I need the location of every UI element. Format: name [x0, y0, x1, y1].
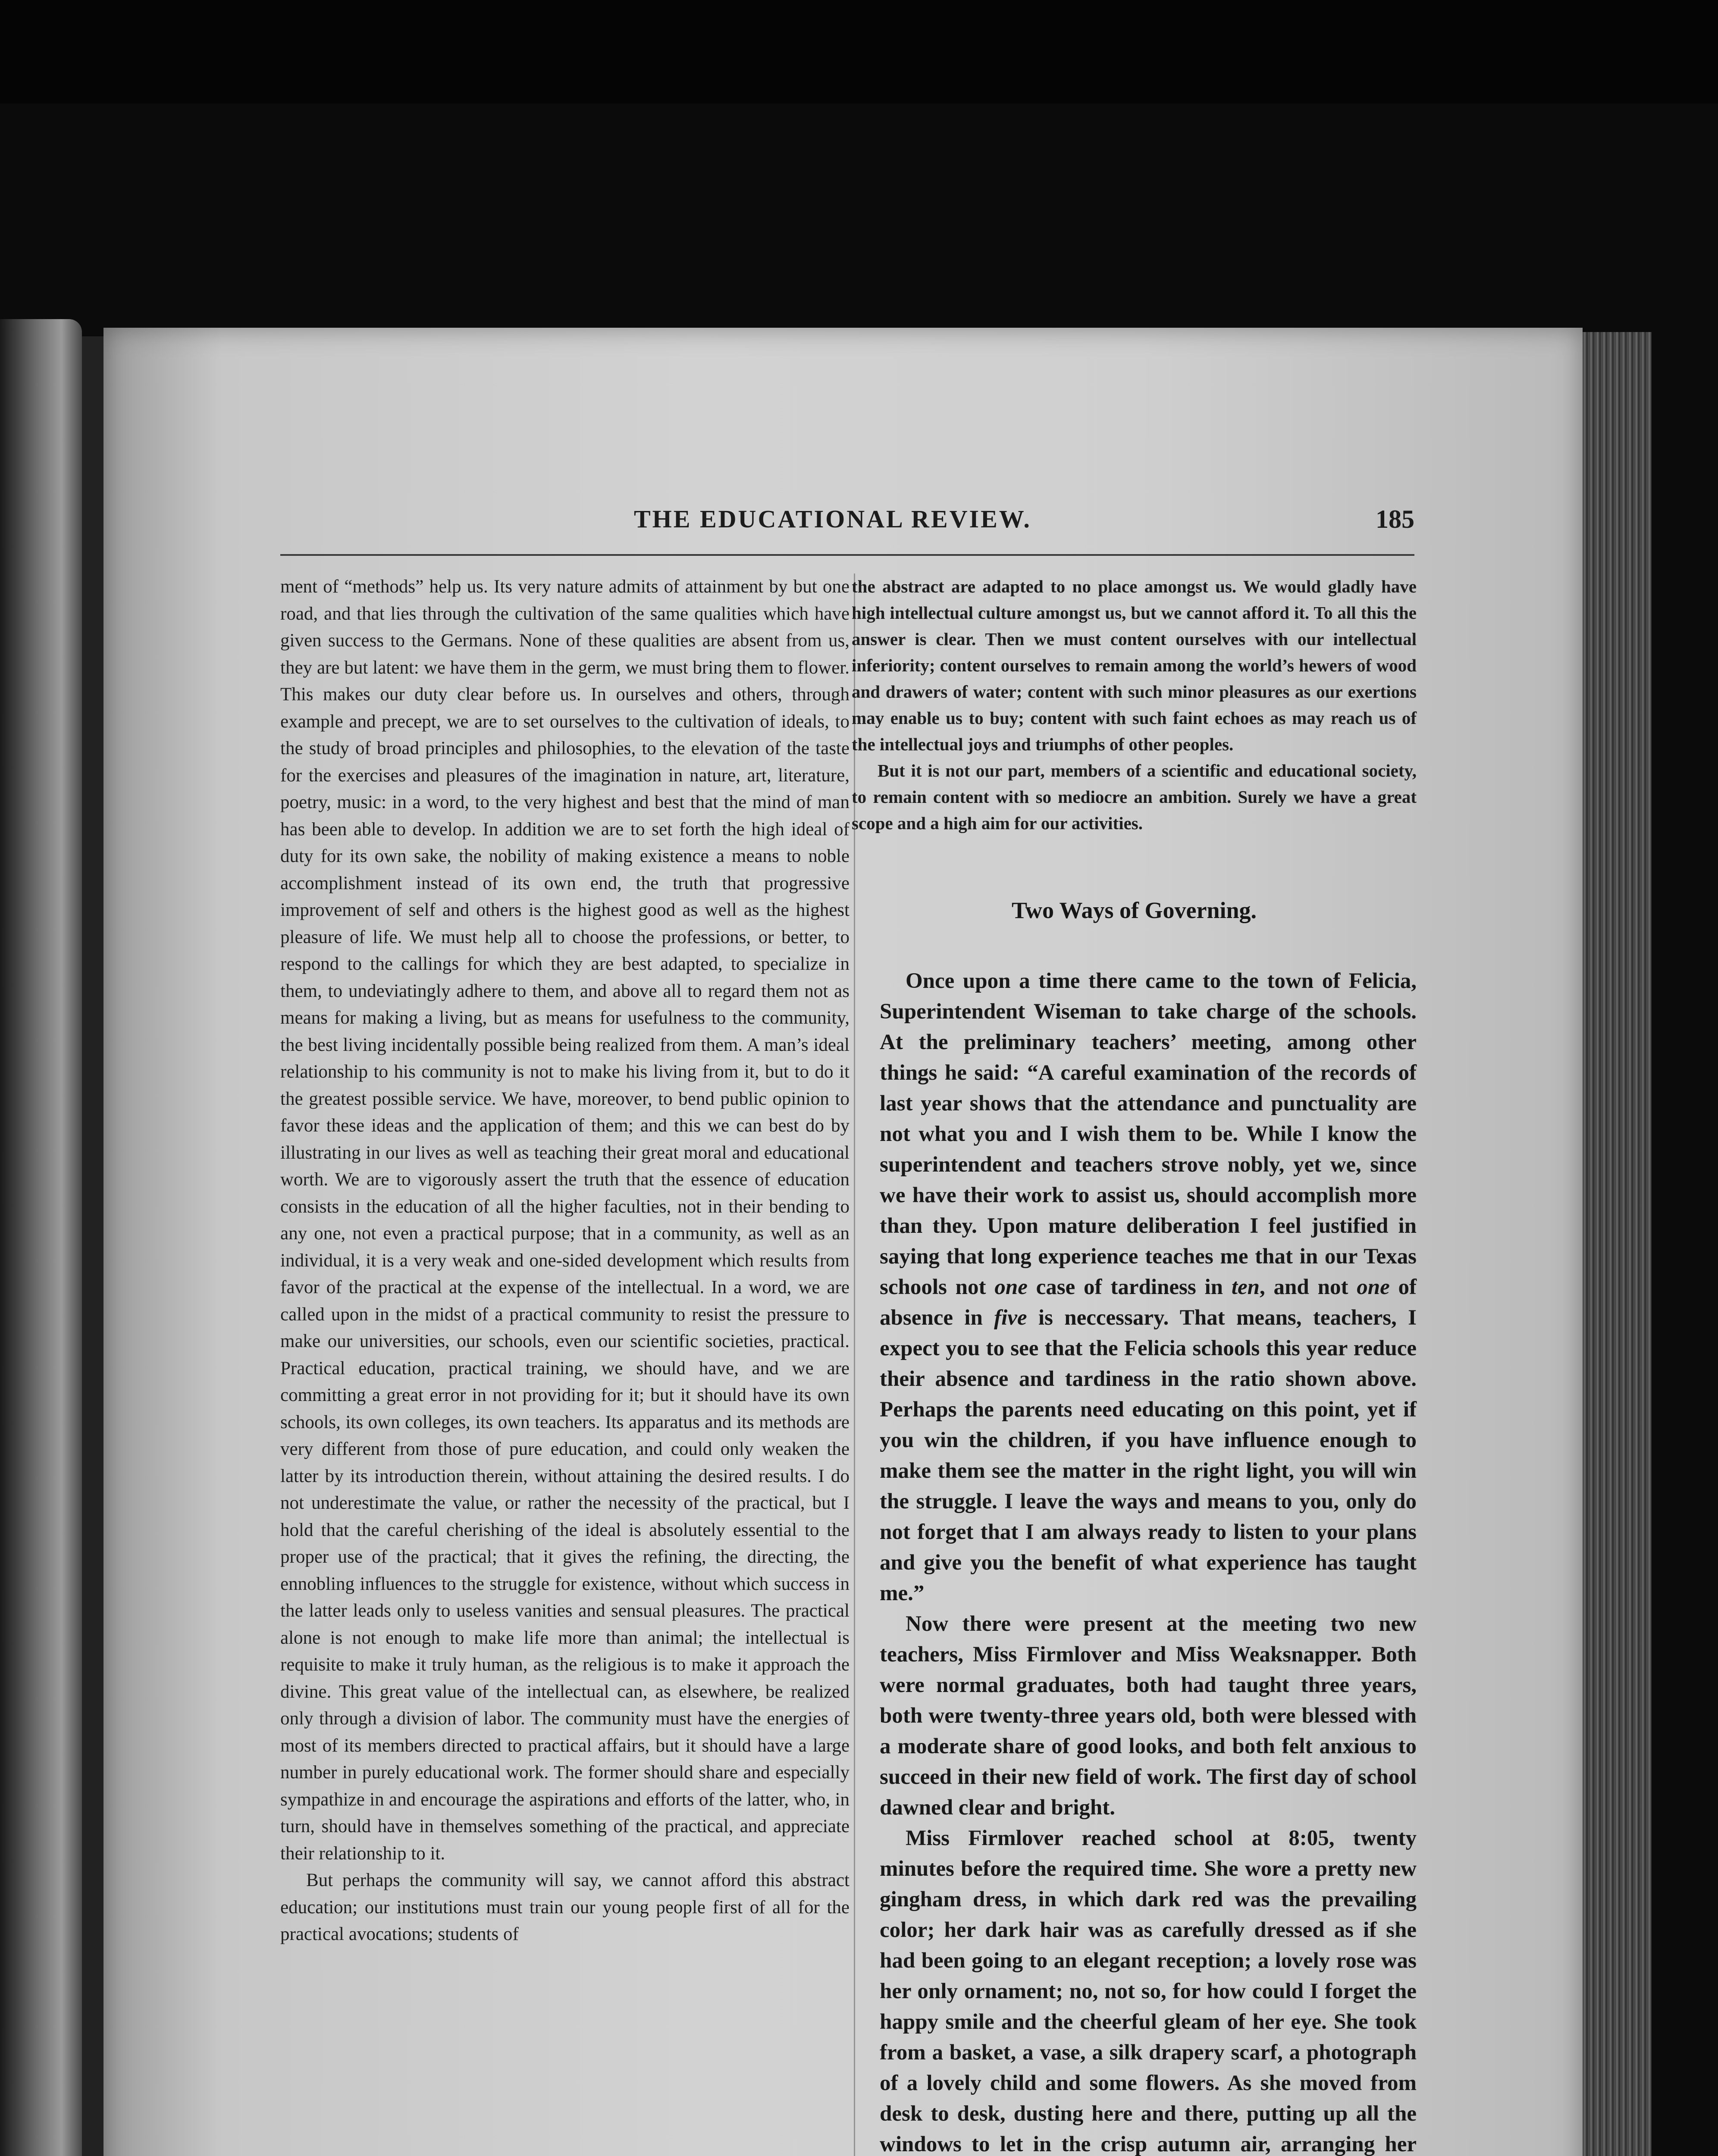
left-paragraph: But perhaps the community will say, we cannot afford this abstract education; our institutions must train our young people first of all for the practical avocations; students of — [280, 1870, 850, 1944]
italic-run: one — [1357, 1275, 1390, 1299]
text-run: is neccessary. That means, teachers, I expect you to see that the Felicia schools this year reduce their absence and tardiness in the ratio shown above. Perhaps the parents need educating on this point, yet if you win the children, if you have influence enough to make them see the matter in the right light, you will win the struggle. I leave the ways and means to you, only do not forget that I am always ready to listen to your plans and give you the benefit of what experience has taught me.” — [880, 1306, 1417, 1605]
right-page-stack — [1583, 332, 1652, 2156]
right-column-main — [880, 966, 1417, 2156]
text-run: Once upon a time there came to the town of Felicia, Superintendent Wiseman to take charge of the schools. At the preliminary teachers’ meeting, among other things he said: “A careful examination of the records of last year shows that the attendance and punctuality are not what you and I wish them to be. While I know the superintendent and teachers strove nobly, yet we, since we have their work to assist us, should accomplish more than they. Upon mature deliberation I feel justified in saying that long experience teaches me that in our Texas schools not — [880, 969, 1417, 1299]
right-column-top — [852, 573, 1417, 837]
left-column — [280, 573, 850, 1948]
running-header — [280, 505, 1414, 543]
left-page-edge — [0, 319, 82, 2156]
section-heading — [852, 897, 1417, 924]
italic-run: five — [994, 1306, 1027, 1330]
section-paragraph — [880, 966, 1417, 1609]
text-run: of absence in — [880, 1275, 1417, 1330]
right-paragraph: the abstract are adapted to no place amongst us. We would gladly have high intellectual culture amongst us, but we cannot afford it. To all this the answer is clear. Then we must content ourselves with our intellectual inferiority; content ourselves to remain among the world’s hewers of wood and drawers of water; content with such minor pleasures as our exertions may enable us to buy; content with such faint echoes as may reach us of the intellectual joys and triumphs of other peoples. — [852, 577, 1417, 754]
header-rule — [280, 554, 1414, 556]
gutter-shadow — [82, 336, 103, 2156]
running-title: THE EDUCATIONAL REVIEW. — [634, 505, 1031, 533]
right-paragraph: But it is not our part, members of a scientific and educational society, to remain content with so mediocre an ambition. Surely we have a great scope and a high aim for our activities. — [852, 761, 1417, 833]
italic-run: one — [994, 1275, 1028, 1299]
text-run: , and not — [1260, 1275, 1357, 1299]
text-run: case of tardiness in — [1027, 1275, 1232, 1299]
page-number: 185 — [1376, 505, 1414, 533]
section-paragraph: Now there were present at the meeting two new teachers, Miss Firmlover and Miss Weaksnapper. Both were normal graduates, both had taught three years, both were twenty-three years old, both were blessed with a moderate share of good looks, and both felt anxious to succeed in their new field of work. The first day of school dawned clear and bright. — [880, 1612, 1417, 1820]
section-heading-text: Two Ways of Governing. — [1011, 897, 1257, 923]
film-border-top — [0, 0, 1718, 103]
left-paragraph: ment of “methods” help us. Its very nature admits of attainment by but one road, and that lies through the cultivation of the same qualities which have given success to the Germans. None of these qualities are absent from us, they are but latent: we have them in the germ, we must bring them to flower. This makes our duty clear before us. In ourselves and others, through example and precept, we are to set ourselves to the cultivation of ideals, to the study of broad principles and philosophies, to the elevation of the taste for the exercises and pleasures of the imagination in nature, art, literature, poetry, music: in a word, to the very highest and best that the mind of man has been able to develop. In addition we are to set forth the high ideal of duty for its own sake, the nobility of making existence a means to noble accomplishment instead of its own end, the truth that progressive improvement of self and others is the highest good as well as the highest pleasure of life. We must help all to choose the professions, or better, to respond to the callings for which they are best adapted, to specialize in them, to undeviatingly adhere to them, and above all to regard them not as means for making a living, but as means for usefulness to the community, the best living incidentally possible being realized from them. A man’s ideal relationship to his community is not to make his living from it, but to do it the greatest possible service. We have, moreover, to bend public opinion to favor these ideas and the application of them; and this we can best do by illustrating in our lives as well as teaching their great moral and educational worth. We are to vigorously assert the truth that the essence of education consists in the education of all the higher faculties, not in their bending to any one, not even a practical purpose; that in a community, as well as an individual, it is a very weak and one-sided development which results from favor of the practical at the expense of the intellectual. In a word, we are called upon in the midst of a practical community to resist the pressure to make our universities, our schools, even our scientific societies, practical. Practical education, practical training, we should have, and we are committing a great error in not providing for it; but it should have its own schools, its own colleges, its own teachers. Its apparatus and its methods are very different from those of pure education, and could only weaken the latter by its introduction therein, without attaining the desired results. I do not underestimate the value, or rather the necessity of the practical, but I hold that the careful cherishing of the ideal is absolutely essential to the proper use of the practical; that it gives the refining, the directing, the ennobling influences to the struggle for existence, without which success in the latter leads only to useless vanities and sensual pleasures. The practical alone is not enough to make life more than animal; the intellectual is requisite to make it truly human, as the religious is to make it approach the divine. This great value of the intellectual can, as elsewhere, be realized only through a division of labor. The community must have the energies of most of its members directed to practical affairs, but it should have a large number in purely educational work. The former should share and especially sympathize in and encourage the aspirations and efforts of the latter, who, in turn, should have in themselves something of the practical, and appreciate their relationship to it. — [280, 577, 850, 1864]
italic-run: ten — [1231, 1275, 1260, 1299]
section-paragraph: Miss Firmlover reached school at 8:05, twenty minutes before the required time. She wore a pretty new gingham dress, in which dark red was the prevailing color; her dark hair was as carefully dressed as if she had been going to an elegant reception; a lovely rose was her only ornament; no, not so, for how could I forget the happy smile and the cheerful gleam of her eye. She took from a basket, a vase, a silk drapery scarf, a photograph of a lovely child and some flowers. As she moved from desk to desk, dusting here and there, putting up all the windows to let in the crisp autumn air, arranging her — [880, 1826, 1417, 2156]
